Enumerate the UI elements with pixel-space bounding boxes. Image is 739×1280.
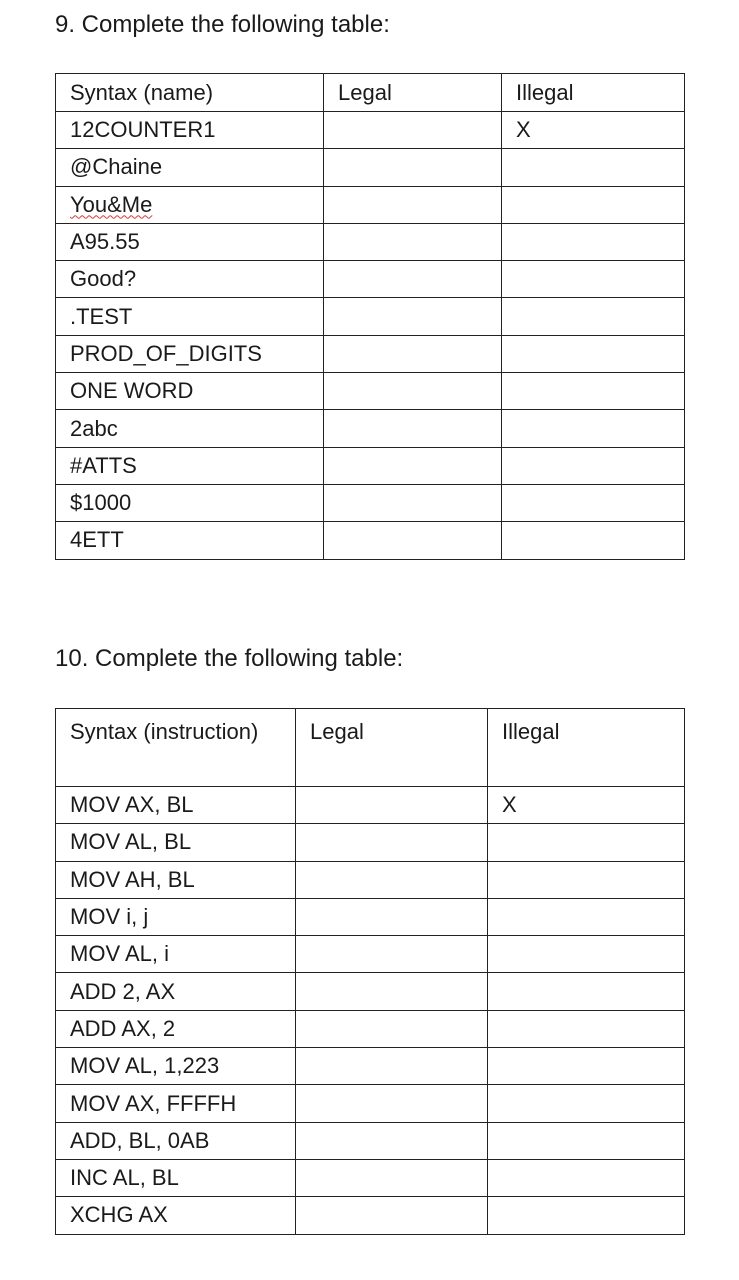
legal-cell[interactable] xyxy=(324,149,502,186)
syntax-cell xyxy=(56,973,296,1010)
illegal-cell[interactable] xyxy=(502,261,685,298)
syntax-cell xyxy=(56,186,324,223)
table-row xyxy=(56,1010,685,1047)
syntax-cell xyxy=(56,298,324,335)
illegal-cell[interactable] xyxy=(502,484,685,521)
legal-cell[interactable] xyxy=(324,373,502,410)
table-row xyxy=(56,787,685,824)
table-row xyxy=(56,447,685,484)
syntax-cell xyxy=(56,861,296,898)
syntax-cell xyxy=(56,1122,296,1159)
syntax-text: MOV AX, BL xyxy=(70,792,194,818)
syntax-cell xyxy=(56,223,324,260)
legal-cell[interactable] xyxy=(296,936,488,973)
table-row xyxy=(56,522,685,559)
illegal-cell[interactable] xyxy=(488,936,685,973)
legal-cell[interactable] xyxy=(296,1048,488,1085)
syntax-text: ONE WORD xyxy=(70,378,194,404)
illegal-cell[interactable]: X xyxy=(488,787,685,824)
syntax-text: 12COUNTER1 xyxy=(70,117,216,143)
syntax-text: 2abc xyxy=(70,415,118,441)
syntax-cell xyxy=(56,1197,296,1234)
syntax-text: MOV AH, BL xyxy=(70,866,195,892)
syntax-text: ADD 2, AX xyxy=(70,978,176,1004)
syntax-text: 4ETT xyxy=(70,527,124,553)
syntax-text: $1000 xyxy=(70,490,132,516)
legal-cell[interactable] xyxy=(296,1122,488,1159)
illegal-cell[interactable] xyxy=(488,898,685,935)
syntax-cell xyxy=(56,1159,296,1196)
syntax-text: MOV AL, 1,223 xyxy=(70,1053,220,1079)
legal-cell[interactable] xyxy=(324,447,502,484)
table-row xyxy=(56,261,685,298)
legal-cell[interactable] xyxy=(324,522,502,559)
question-10-title: 10. Complete the following table: xyxy=(55,645,404,672)
legal-cell[interactable] xyxy=(324,112,502,149)
illegal-cell[interactable] xyxy=(502,373,685,410)
illegal-cell[interactable] xyxy=(502,298,685,335)
syntax-cell xyxy=(56,484,324,521)
header-illegal: Illegal xyxy=(488,709,685,787)
table-row xyxy=(56,1197,685,1234)
legal-cell[interactable] xyxy=(296,861,488,898)
syntax-text: ADD AX, 2 xyxy=(70,1015,176,1041)
legal-cell[interactable] xyxy=(296,787,488,824)
table-row xyxy=(56,298,685,335)
question-10-table xyxy=(55,708,685,1235)
table-row xyxy=(56,149,685,186)
syntax-text: MOV AX, FFFFH xyxy=(70,1090,237,1116)
table-row xyxy=(56,1122,685,1159)
legal-cell[interactable] xyxy=(296,1197,488,1234)
header-syntax: Syntax (instruction) xyxy=(56,709,296,787)
illegal-cell[interactable] xyxy=(502,186,685,223)
table-row xyxy=(56,1048,685,1085)
table-row xyxy=(56,898,685,935)
table-header-row xyxy=(56,709,685,787)
table-row xyxy=(56,335,685,372)
illegal-cell[interactable] xyxy=(502,149,685,186)
header-illegal: Illegal xyxy=(502,74,685,112)
legal-cell[interactable] xyxy=(296,1010,488,1047)
illegal-cell[interactable] xyxy=(488,1197,685,1234)
syntax-cell xyxy=(56,787,296,824)
syntax-cell xyxy=(56,936,296,973)
illegal-cell[interactable] xyxy=(502,447,685,484)
syntax-text: Good? xyxy=(70,266,137,292)
syntax-text: MOV i, j xyxy=(70,904,149,930)
syntax-text: XCHG AX xyxy=(70,1202,168,1228)
legal-cell[interactable] xyxy=(324,335,502,372)
legal-cell[interactable] xyxy=(296,824,488,861)
syntax-text: #ATTS xyxy=(70,452,137,478)
question-9-title: 9. Complete the following table: xyxy=(55,11,390,38)
table-row xyxy=(56,824,685,861)
illegal-cell[interactable] xyxy=(488,824,685,861)
question-9-table xyxy=(55,73,685,560)
illegal-cell[interactable]: X xyxy=(502,112,685,149)
syntax-text: INC AL, BL xyxy=(70,1165,179,1191)
syntax-cell xyxy=(56,149,324,186)
illegal-cell[interactable] xyxy=(502,223,685,260)
syntax-text: .TEST xyxy=(70,303,133,329)
table-row xyxy=(56,186,685,223)
syntax-cell xyxy=(56,447,324,484)
table-row xyxy=(56,973,685,1010)
syntax-cell xyxy=(56,410,324,447)
illegal-cell[interactable] xyxy=(488,1122,685,1159)
illegal-cell[interactable] xyxy=(502,335,685,372)
legal-cell[interactable] xyxy=(296,1085,488,1122)
syntax-text: MOV AL, i xyxy=(70,941,170,967)
syntax-cell xyxy=(56,1010,296,1047)
table-row xyxy=(56,484,685,521)
syntax-cell xyxy=(56,261,324,298)
syntax-text: @Chaine xyxy=(70,154,163,180)
syntax-text: MOV AL, BL xyxy=(70,829,192,855)
legal-cell[interactable] xyxy=(296,898,488,935)
legal-cell[interactable] xyxy=(296,973,488,1010)
header-legal: Legal xyxy=(324,74,502,112)
illegal-cell[interactable] xyxy=(488,1010,685,1047)
legal-cell[interactable] xyxy=(324,298,502,335)
illegal-cell[interactable] xyxy=(502,522,685,559)
illegal-cell[interactable] xyxy=(488,973,685,1010)
syntax-text: A95.55 xyxy=(70,229,140,255)
table-row xyxy=(56,1085,685,1122)
illegal-cell[interactable] xyxy=(488,1048,685,1085)
illegal-cell[interactable] xyxy=(488,1159,685,1196)
table-header-row xyxy=(56,74,685,112)
legal-cell[interactable] xyxy=(324,223,502,260)
legal-cell[interactable] xyxy=(324,410,502,447)
syntax-cell xyxy=(56,112,324,149)
legal-cell[interactable] xyxy=(324,484,502,521)
table-row xyxy=(56,861,685,898)
illegal-cell[interactable] xyxy=(488,861,685,898)
legal-cell[interactable] xyxy=(296,1159,488,1196)
table-row xyxy=(56,223,685,260)
syntax-cell xyxy=(56,1048,296,1085)
syntax-cell xyxy=(56,824,296,861)
table-row xyxy=(56,410,685,447)
table-row xyxy=(56,112,685,149)
syntax-text: You&Me xyxy=(70,191,153,217)
syntax-text: PROD_OF_DIGITS xyxy=(70,340,262,366)
syntax-cell xyxy=(56,373,324,410)
illegal-cell[interactable] xyxy=(488,1085,685,1122)
table-row xyxy=(56,1159,685,1196)
table-row xyxy=(56,936,685,973)
syntax-cell xyxy=(56,898,296,935)
table-row xyxy=(56,373,685,410)
syntax-text: ADD, BL, 0AB xyxy=(70,1127,210,1153)
syntax-cell xyxy=(56,522,324,559)
syntax-cell xyxy=(56,335,324,372)
syntax-cell xyxy=(56,1085,296,1122)
legal-cell[interactable] xyxy=(324,261,502,298)
legal-cell[interactable] xyxy=(324,186,502,223)
header-legal: Legal xyxy=(296,709,488,787)
illegal-cell[interactable] xyxy=(502,410,685,447)
header-syntax: Syntax (name) xyxy=(56,74,324,112)
